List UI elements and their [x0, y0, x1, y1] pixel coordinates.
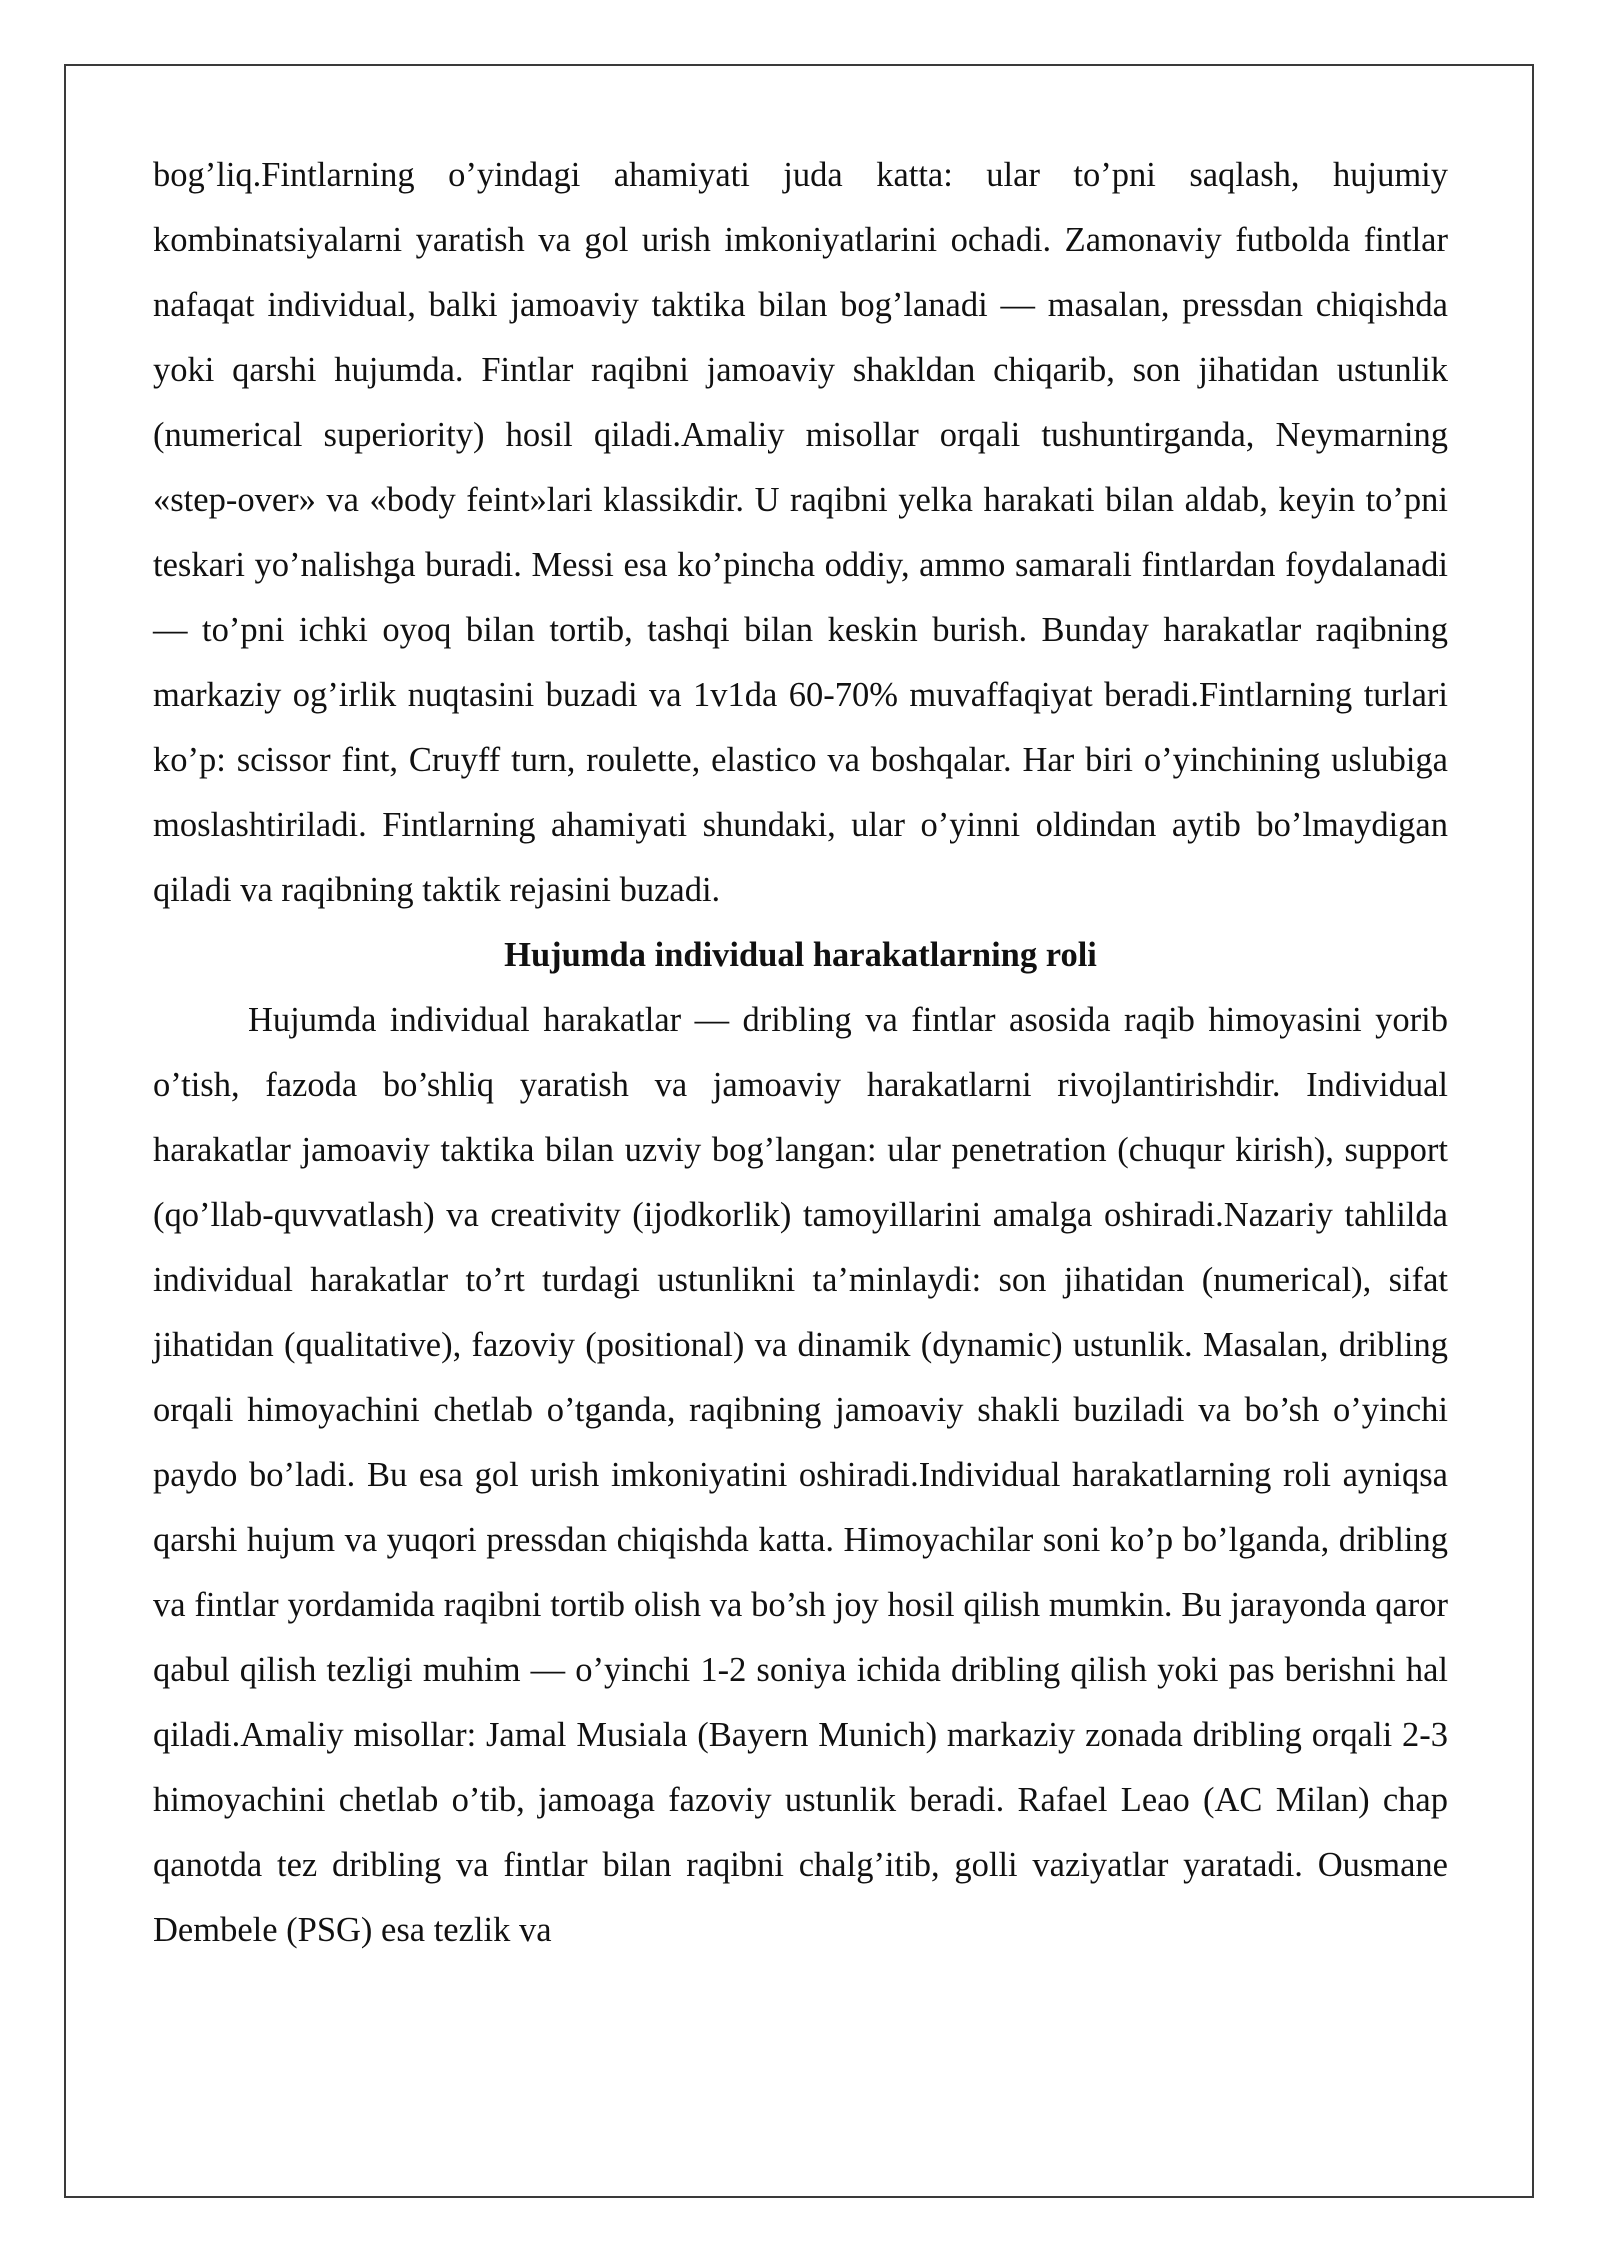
document-body — [153, 143, 1448, 1963]
body-paragraph-fints: bog’liq.Fintlarning o’yindagi ahamiyati juda katta: ular to’pni saqlash, hujumiy kombinatsiyalarni yaratish va gol urish imkoniyatlarini ochadi. Zamonaviy futbolda fintlar nafaqat individual, balki jamoaviy taktika bilan bog’lanadi — masalan, pressdan chiqishda yoki qarshi hujumda. Fintlar raqibni jamoaviy shakldan chiqarib, son jihatidan ustunlik (numerical superiority) hosil qiladi.Amaliy misollar orqali tushuntirganda, Neymarning «step-over» va «body feint»lari klassikdir. U raqibni yelka harakati bilan aldab, keyin to’pni teskari yo’nalishga buradi. Messi esa ko’pincha oddiy, ammo samarali fintlardan foydalanadi — to’pni ichki oyoq bilan tortib, tashqi bilan keskin burish. Bunday harakatlar raqibning markaziy og’irlik nuqtasini buzadi va 1v1da 60-70% muvaffaqiyat beradi.Fintlarning turlari ko’p: scissor fint, Cruyff turn, roulette, elastico va boshqalar. Har biri o’yinchining uslubiga moslashtiriladi. Fintlarning ahamiyati shundaki, ular o’yinni oldindan aytib bo’lmaydigan qiladi va raqibning taktik rejasini buzadi. — [153, 156, 1448, 909]
body-paragraph-individual-actions: Hujumda individual harakatlar — dribling va fintlar asosida raqib himoyasini yorib o’tish, fazoda bo’shliq yaratish va jamoaviy harakatlarni rivojlantirishdir. Individual harakatlar jamoaviy taktika bilan uzviy bog’langan: ular penetration (chuqur kirish), support (qo’llab-quvvatlash) va creativity (ijodkorlik) tamoyillarini amalga oshiradi.Nazariy tahlilda individual harakatlar to’rt turdagi ustunlikni ta’minlaydi: son jihatidan (numerical), sifat jihatidan (qualitative), fazoviy (positional) va dinamik (dynamic) ustunlik. Masalan, dribling orqali himoyachini chetlab o’tganda, raqibning jamoaviy shakli buziladi va bo’sh o’yinchi paydo bo’ladi. Bu esa gol urish imkoniyatini oshiradi.Individual harakatlarning roli ayniqsa qarshi hujum va yuqori pressdan chiqishda katta. Himoyachilar soni ko’p bo’lganda, dribling va fintlar yordamida raqibni tortib olish va bo’sh joy hosil qilish mumkin. Bu jarayonda qaror qabul qilish tezligi muhim — o’yinchi 1-2 soniya ichida dribling qilish yoki pas berishni hal qiladi.Amaliy misollar: Jamal Musiala (Bayern Munich) markaziy zonada dribling orqali 2-3 himoyachini chetlab o’tib, jamoaga fazoviy ustunlik beradi. Rafael Leao (AC Milan) chap qanotda tez dribling va fintlar bilan raqibni chalg’itib, golli vaziyatlar yaratadi. Ousmane Dembele (PSG) esa tezlik va — [153, 1001, 1448, 1949]
section-heading: Hujumda individual harakatlarning roli — [504, 936, 1097, 974]
